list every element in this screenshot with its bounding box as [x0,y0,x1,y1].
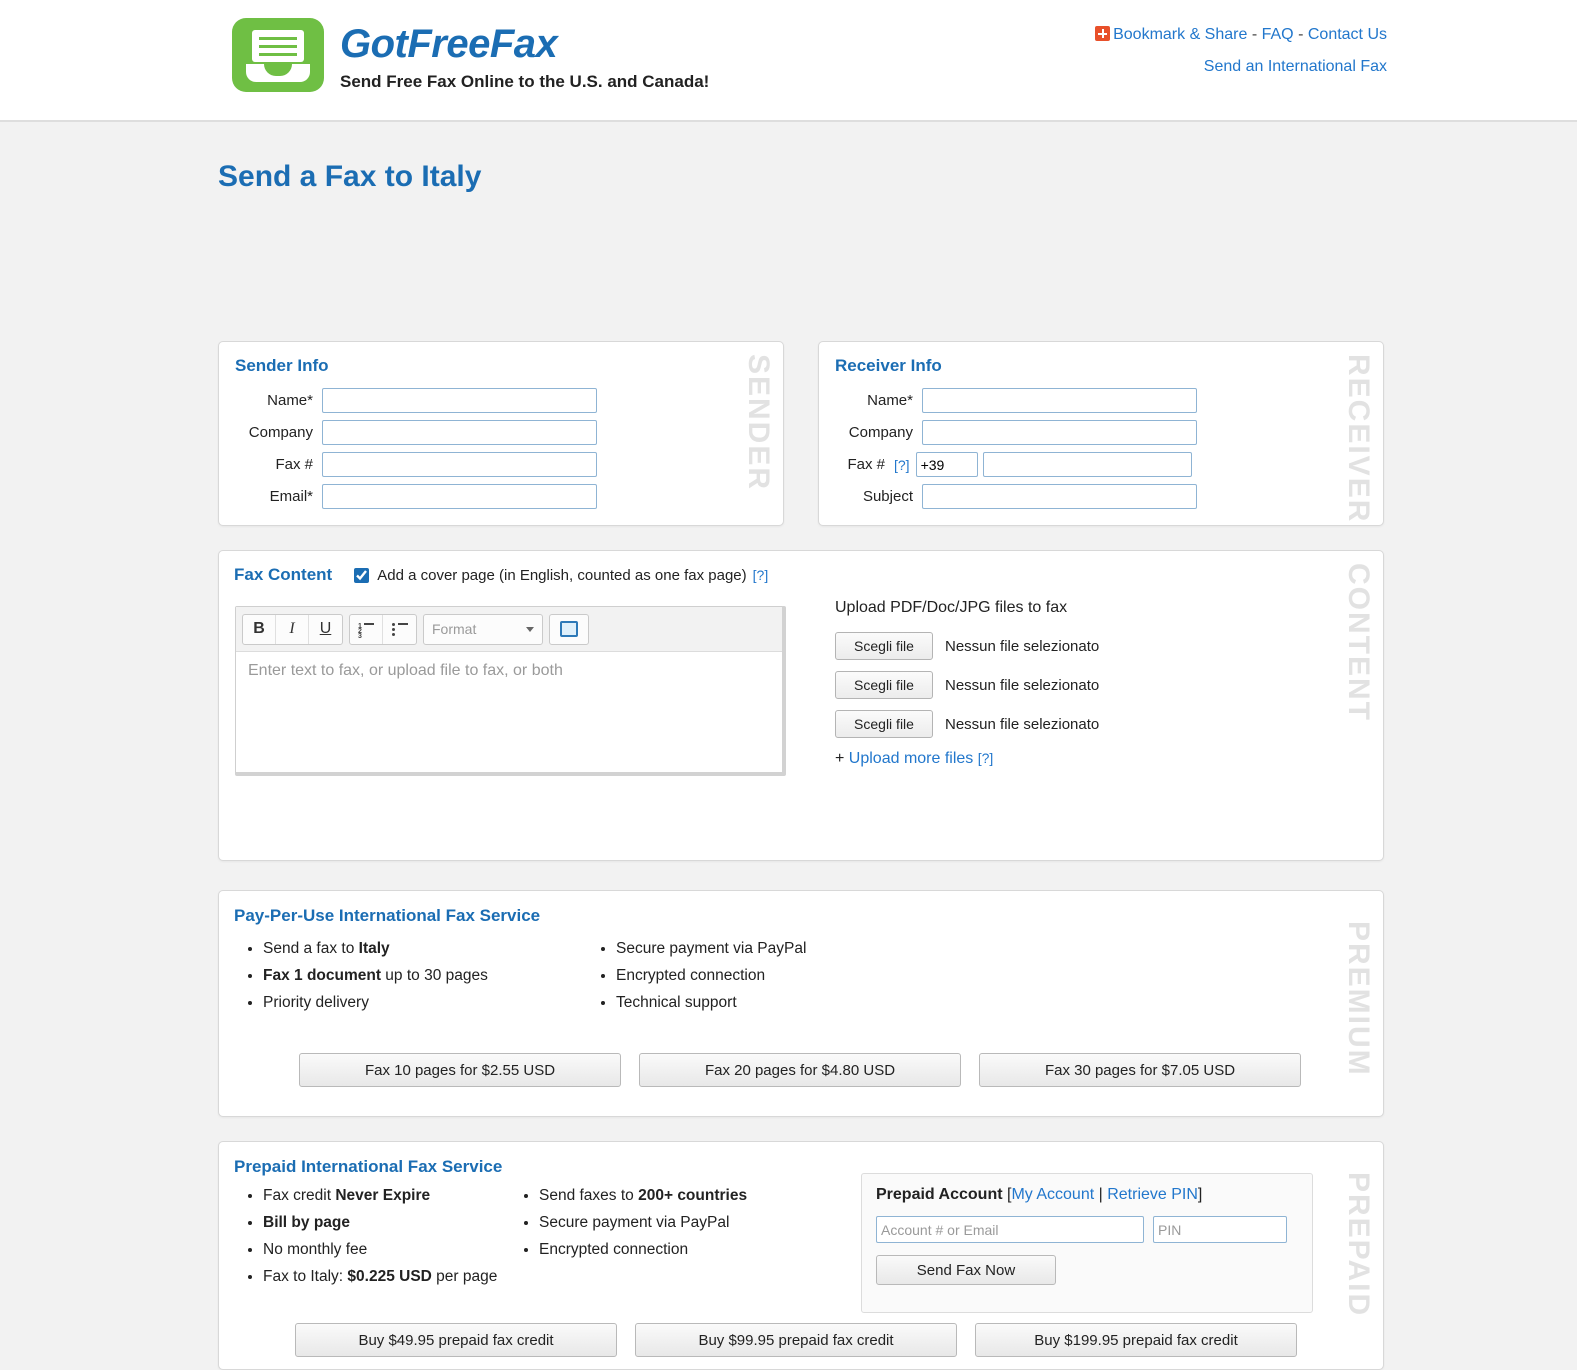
bullet-tail: up to 30 pages [381,967,488,984]
prepaid-account-header [876,1186,1298,1204]
fax-content-card [218,550,1384,861]
sender-info-title: Sender Info [235,356,329,375]
sender-email-row [234,484,783,509]
site-header [0,0,1577,122]
fax-content-title: Fax Content [234,565,333,584]
sender-fax-label: Fax # [275,456,313,473]
receiver-name-row [834,388,1383,413]
choose-file-button-1[interactable]: Scegli file [835,632,933,660]
list-item [539,1182,867,1209]
numbered-list-icon: 1 2 3 [358,623,374,635]
fax-10-pages-button[interactable]: Fax 10 pages for $2.55 USD [299,1053,621,1087]
italic-button[interactable]: I [276,615,309,644]
premium-button-row [299,1053,1301,1087]
sender-name-label: Name* [267,392,313,409]
list-item [263,962,601,989]
receiver-fax-number-input[interactable] [983,452,1192,477]
bracket-open: [ [1007,1186,1012,1203]
bullet-text: Secure payment via PayPal [539,1214,730,1231]
content-watermark: CONTENT [1342,563,1375,722]
prepaid-input-row [876,1216,1298,1243]
list-item [263,935,601,962]
fax-machine-logo-icon [232,18,324,92]
bracket-close: ] [1197,1186,1203,1203]
retrieve-pin-link[interactable]: Retrieve PIN [1107,1186,1198,1203]
bullet-text: Encrypted connection [539,1241,689,1258]
upload-more-files-link[interactable]: Upload more files [848,750,974,767]
logo[interactable] [232,18,709,92]
receiver-name-input[interactable] [922,388,1197,413]
list-item: • Encrypted connection [616,962,994,989]
bullet-strong: Bill by page [263,1214,350,1231]
sender-email-label: Email* [269,488,313,505]
list-item [539,1236,867,1263]
underline-button[interactable]: U [319,620,332,637]
upload-more-row [835,750,1355,768]
brand-name: GotFreeFax [340,22,558,66]
format-dropdown-label: Format [432,621,477,637]
file-row-1 [835,632,1355,660]
choose-file-button-2[interactable]: Scegli file [835,671,933,699]
my-account-link[interactable]: My Account [1011,1186,1095,1203]
header-links [1095,26,1387,76]
bullet-text: No monthly fee [263,1241,368,1258]
buy-99-credit-button[interactable]: Buy $99.95 prepaid fax credit [635,1323,957,1357]
sender-fax-input[interactable] [322,452,597,477]
pay-per-use-title: Pay-Per-Use International Fax Service [234,906,541,925]
bullet-text: Priority delivery [263,994,369,1011]
list-item [263,1263,531,1290]
receiver-subject-input[interactable] [922,484,1197,509]
bullet-text: Fax credit [263,1187,336,1204]
insert-image-button[interactable] [549,614,589,645]
receiver-name-label: Name* [867,392,913,409]
receiver-company-input[interactable] [922,420,1197,445]
send-international-fax-link[interactable]: Send an International Fax [1203,58,1387,75]
list-item: • Secure payment via PayPal [616,935,994,962]
chevron-down-icon [526,627,534,632]
list-item [263,1209,531,1236]
file-status-2: Nessun file selezionato [945,676,1100,694]
bold-button[interactable]: B [243,615,276,644]
buy-49-credit-button[interactable]: Buy $49.95 prepaid fax credit [295,1323,617,1357]
bullet-text: Send a fax to [263,940,359,957]
pin-input[interactable] [1153,1216,1287,1243]
bulleted-list-button[interactable] [383,615,416,644]
fax-20-pages-button[interactable]: Fax 20 pages for $4.80 USD [639,1053,961,1087]
sender-info-card [218,341,784,526]
receiver-info-title: Receiver Info [835,356,942,375]
bullet-strong: Fax 1 document [263,967,381,984]
sender-fax-row [234,452,783,477]
upload-title: Upload PDF/Doc/JPG files to fax [835,599,1068,616]
bulleted-list-icon [392,623,408,635]
buy-199-credit-button[interactable]: Buy $199.95 prepaid fax credit [975,1323,1297,1357]
receiver-fax-label: Fax # [847,456,885,473]
receiver-subject-label: Subject [862,488,913,505]
pipe-separator: | [1098,1186,1103,1203]
pay-per-use-card [218,890,1384,1117]
format-dropdown[interactable] [423,614,543,645]
plus-sign: + [835,750,845,767]
receiver-country-prefix-input[interactable] [916,452,978,477]
sender-watermark: SENDER [742,354,775,492]
bullet-strong: Never Expire [335,1187,431,1204]
file-status-3: Nessun file selezionato [945,715,1100,733]
prepaid-bullets-right [517,1182,867,1263]
receiver-company-row [834,420,1383,445]
cover-page-help-link[interactable]: [?] [752,567,769,583]
prepaid-account-title: Prepaid Account [876,1186,1003,1203]
send-fax-now-button[interactable]: Send Fax Now [876,1255,1056,1285]
receiver-company-label: Company [848,424,913,441]
prepaid-watermark: PREPAID [1342,1172,1375,1318]
list-item [539,1209,867,1236]
list-group [349,614,417,645]
fax-30-pages-button[interactable]: Fax 30 pages for $7.05 USD [979,1053,1301,1087]
receiver-fax-row [834,452,1383,477]
receiver-info-card [818,341,1384,526]
bookmark-share-link[interactable]: Bookmark & Share [1113,26,1248,43]
cover-page-label: Add a cover page (in English, counted as one fax page) [377,566,747,584]
fax-text-area[interactable]: Enter text to fax, or upload file to fax, or both [248,662,563,679]
image-icon [560,621,578,637]
prepaid-button-row [295,1323,1297,1357]
premium-bullets-left [241,935,601,1016]
sender-company-input[interactable] [322,420,597,445]
contact-us-link[interactable]: Contact Us [1307,26,1387,43]
text-style-group [242,614,343,645]
page-title: Send a Fax to Italy [218,160,482,193]
list-item: • Technical support [616,989,994,1016]
receiver-subject-row [834,484,1383,509]
bullet-strong: 200+ countries [638,1187,748,1204]
list-item [263,1236,531,1263]
prepaid-bullets-left [241,1182,531,1290]
prepaid-card [218,1141,1384,1370]
choose-file-button-3[interactable]: Scegli file [835,710,933,738]
editor-toolbar [236,607,782,652]
upload-more-help-link[interactable]: [?] [977,750,994,766]
bullet-tail: per page [431,1268,498,1285]
sender-email-input[interactable] [322,484,597,509]
faq-link[interactable]: FAQ [1261,26,1294,43]
plus-share-icon [1095,26,1110,41]
premium-bullets-right [594,935,994,1016]
account-input[interactable] [876,1216,1144,1243]
bullet-strong: Italy [358,940,390,957]
file-row-3 [835,710,1355,738]
premium-watermark: PREMIUM [1342,921,1375,1077]
file-row-2 [835,671,1355,699]
list-item [263,989,601,1016]
prepaid-title: Prepaid International Fax Service [234,1157,503,1176]
link-separator-1: - [1251,26,1258,43]
file-upload-column [835,599,1355,768]
bullet-text: Fax to Italy: [263,1268,348,1285]
prepaid-account-box [861,1173,1313,1313]
bullet-text: Send faxes to [539,1187,639,1204]
sender-company-row [234,420,783,445]
cover-page-checkbox[interactable] [354,568,369,583]
sender-name-row [234,388,783,413]
bullet-strong: $0.225 USD [347,1268,432,1285]
sender-company-label: Company [248,424,313,441]
brand-tagline: Send Free Fax Online to the U.S. and Canada! [340,72,710,91]
link-separator-2: - [1298,26,1304,43]
file-status-1: Nessun file selezionato [945,637,1100,655]
rich-text-editor[interactable] [235,606,786,776]
sender-name-input[interactable] [322,388,597,413]
receiver-watermark: RECEIVER [1342,354,1375,524]
receiver-fax-help-link[interactable]: [?] [894,456,910,473]
list-item [263,1182,531,1209]
numbered-list-button[interactable] [350,615,383,644]
